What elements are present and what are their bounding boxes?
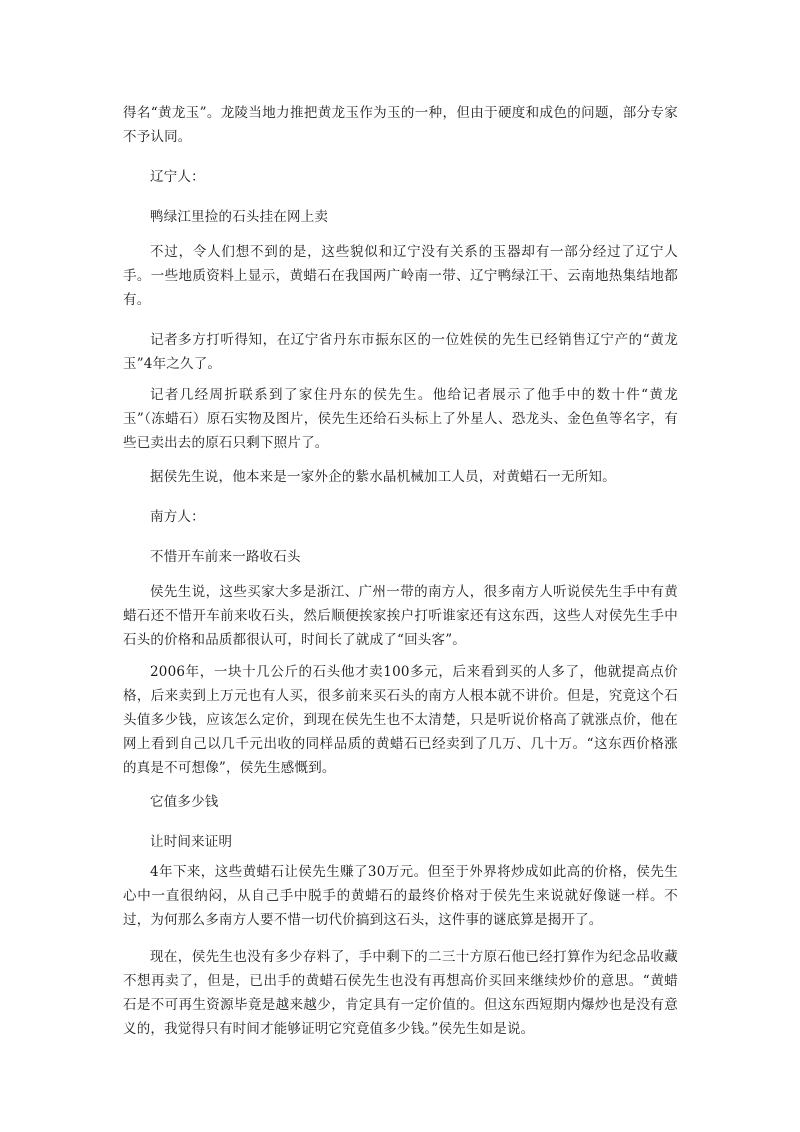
- section-heading-southerners: 南方人：: [150, 509, 205, 525]
- section-subheading-buying-stones: 不惜开车前来一路收石头: [150, 549, 301, 565]
- paragraph-mr-hou-specimens: 记者几经周折联系到了家住丹东的侯先生。他给记者展示了他手中的数十件“黄龙玉”（冻蜡石）原石实物及图片，侯先生还给石头标上了外星人、恐龙头、金色鱼等名字，有些已卖出去的原石只剩下照片了。: [123, 387, 678, 451]
- section-subheading-time-proves: 让时间来证明: [150, 834, 233, 850]
- section-subheading-yalu-river: 鸭绿江里捡的石头挂在网上卖: [150, 209, 329, 225]
- paragraph-liaoning-origin: 不过，令人们想不到的是，这些貌似和辽宁没有关系的玉器却有一部分经过了辽宁人手。一些地质资料上显示，黄蜡石在我国两广岭南一带、辽宁鸭绿江干、云南地热集结地都有。: [123, 244, 678, 308]
- paragraph-earnings: 4年下来，这些黄蜡石让侯先生赚了30万元。但至于外界将炒成如此高的价格，侯先生心中一直很纳闷，从自己手中脱手的黄蜡石的最终价格对于侯先生来说就好像谜一样。不过，为何那么多南方人要不惜一切代价搞到这石头，这件事的谜底算是揭开了。: [123, 864, 678, 928]
- section-heading-liaoning: 辽宁人：: [150, 169, 205, 185]
- paragraph-price-history: 2006年，一块十几公斤的石头他才卖100多元，后来看到买的人多了，他就提高点价格，后来卖到上万元也有人买，很多前来买石头的南方人根本就不讲价。但是，究竟这个石头值多少钱，应该怎么定价，到现在侯先生也不太清楚，只是听说价格高了就涨点价，他在网上看到自己以几千元出收的同样品质的黄蜡石已经卖到了几万、几十万。“这东西价格涨的真是不可想像”，侯先生感慨到。: [123, 664, 678, 776]
- paragraph-huanglongyu-intro: 得名“黄龙玉”。龙陵当地力推把黄龙玉作为玉的一种，但由于硬度和成色的问题，部分专家不予认同。: [123, 105, 678, 145]
- paragraph-reporter-inquiry: 记者多方打听得知，在辽宁省丹东市振东区的一位姓侯的先生已经销售辽宁产的“黄龙玉”4年之久了。: [123, 332, 678, 372]
- paragraph-buyers: 侯先生说，这些买家大多是浙江、广州一带的南方人，很多南方人听说侯先生手中有黄蜡石还不惜开车前来收石头，然后顺便挨家挨户打听谁家还有这东西，这些人对侯先生手中石头的价格和品质都很认可，时间长了就成了“回头客”。: [123, 584, 678, 648]
- paragraph-current-status: 现在，侯先生也没有多少存料了，手中剩下的二三十方原石他已经打算作为纪念品收藏不想再卖了，但是，已出手的黄蜡石侯先生也没有再想高价买回来继续炒价的意思。“黄蜡石是不可再生资源毕竟是越来越少，肯定具有一定价值的。但这东西短期内爆炒也是没有意义的，我觉得只有时间才能够证明它究竟值多少钱。”侯先生如是说。: [123, 949, 678, 1037]
- paragraph-mr-hou-background: 据侯先生说，他本来是一家外企的紫水晶机械加工人员，对黄蜡石一无所知。: [150, 469, 616, 485]
- section-heading-value: 它值多少钱: [150, 794, 219, 810]
